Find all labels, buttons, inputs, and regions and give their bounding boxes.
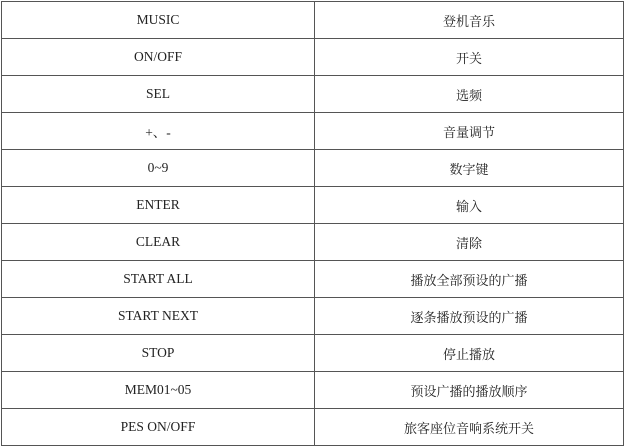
table-row [2, 335, 624, 372]
table-row [2, 409, 624, 446]
table-row [2, 224, 624, 261]
function-cell: 输入 [315, 187, 624, 224]
key-cell: ENTER [2, 187, 315, 224]
key-cell: MEM01~05 [2, 372, 315, 409]
key-cell: CLEAR [2, 224, 315, 261]
function-cell: 选频 [315, 76, 624, 113]
table-row [2, 76, 624, 113]
key-cell: START NEXT [2, 298, 315, 335]
table-row [2, 113, 624, 150]
table-row [2, 187, 624, 224]
function-cell: 登机音乐 [315, 2, 624, 39]
key-cell: PES ON/OFF [2, 409, 315, 446]
function-cell: 数字键 [315, 150, 624, 187]
function-cell: 播放全部预设的广播 [315, 261, 624, 298]
key-cell: STOP [2, 335, 315, 372]
function-cell: 逐条播放预设的广播 [315, 298, 624, 335]
function-cell: 旅客座位音响系统开关 [315, 409, 624, 446]
key-cell: SEL [2, 76, 315, 113]
function-cell: 开关 [315, 39, 624, 76]
table-row [2, 372, 624, 409]
key-cell: ON/OFF [2, 39, 315, 76]
function-cell: 音量调节 [315, 113, 624, 150]
table-row [2, 261, 624, 298]
key-cell: 0~9 [2, 150, 315, 187]
table-body [2, 2, 624, 446]
key-cell: +、- [2, 113, 315, 150]
key-cell: START ALL [2, 261, 315, 298]
function-cell: 预设广播的播放顺序 [315, 372, 624, 409]
function-cell: 清除 [315, 224, 624, 261]
table-row [2, 298, 624, 335]
table-row [2, 2, 624, 39]
table-row [2, 150, 624, 187]
table-row [2, 39, 624, 76]
key-function-table [1, 1, 624, 446]
key-cell: MUSIC [2, 2, 315, 39]
function-cell: 停止播放 [315, 335, 624, 372]
